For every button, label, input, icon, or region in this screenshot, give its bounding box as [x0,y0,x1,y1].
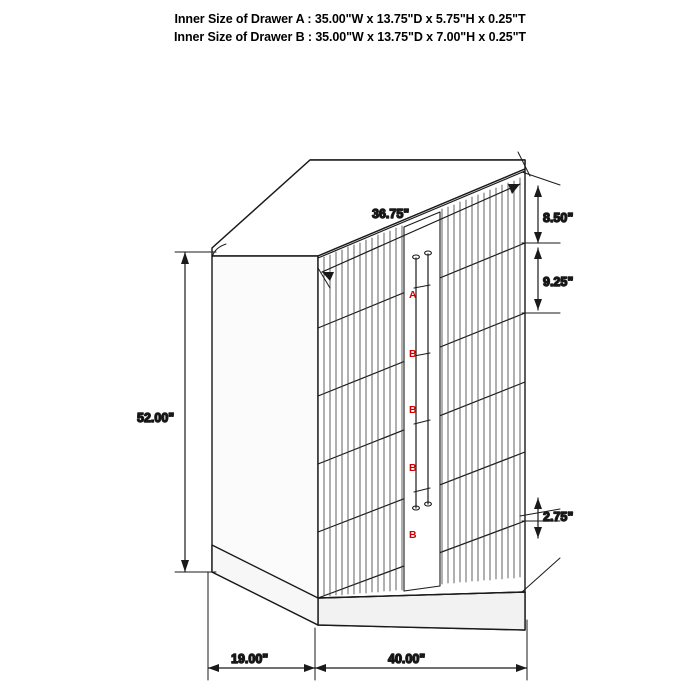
spec-line-drawer-b: Inner Size of Drawer B : 35.00"W x 13.75"D x 7.00"H x 0.25"T [174,30,526,44]
dim-top-section [522,172,560,243]
dim-total-height [175,252,216,572]
drawer-letter-b1: B [409,348,417,360]
dim-label-8-50: 8.50" [543,211,574,225]
dim-label-40-00: 40.00" [388,652,426,666]
dim-label-9-25: 9.25" [543,275,574,289]
drawer-letter-b2: B [409,404,417,416]
drawer-letter-b4: B [409,529,417,541]
dim-label-52-00: 52.00" [137,411,175,425]
drawer-letter-a: A [409,289,417,301]
dim-label-36-75: 36.75" [372,207,410,221]
drawer-letter-b3: B [409,462,417,474]
dim-label-2-75: 2.75" [543,510,574,524]
dim-label-19-00: 19.00" [231,652,269,666]
spec-line-drawer-a: Inner Size of Drawer A : 35.00"W x 13.75"D x 5.75"H x 0.25"T [174,12,526,26]
